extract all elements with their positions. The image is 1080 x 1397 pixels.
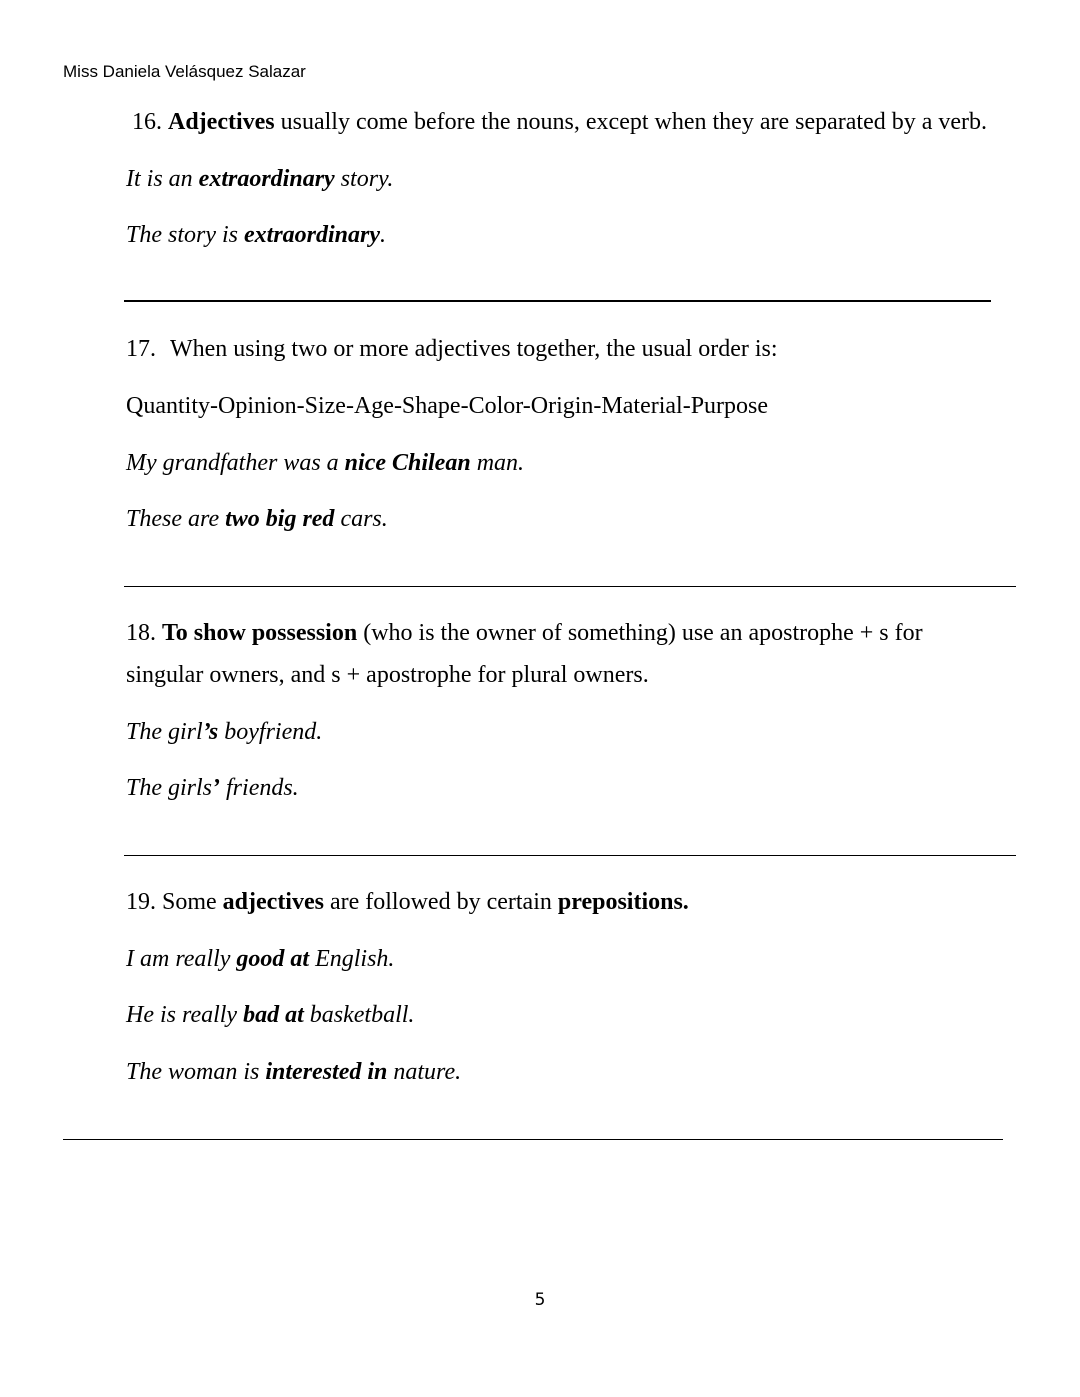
- divider: [124, 300, 991, 302]
- rule-18-number: 18.: [126, 620, 156, 646]
- rule-18-statement-line-2: singular owners, and s + apostrophe for plural owners.: [126, 662, 649, 688]
- rule-18-example-2: The girls’ friends.: [126, 775, 299, 801]
- rule-17-example-2: These are two big red cars.: [126, 506, 388, 532]
- document-header-author: Miss Daniela Velásquez Salazar: [63, 62, 306, 81]
- rule-19-example-2: He is really bad at basketball.: [126, 1002, 415, 1028]
- rule-19-example-1: I am really good at English.: [126, 946, 395, 972]
- rule-18-keyword: To show possession: [162, 620, 358, 646]
- rule-17-number: 17.: [126, 336, 156, 362]
- divider: [124, 586, 1016, 587]
- rule-19-statement: 19. Some adjectives are followed by certain prepositions.: [126, 889, 689, 915]
- rule-16-example-2: The story is extraordinary.: [126, 222, 387, 248]
- divider: [63, 1139, 1003, 1140]
- rule-17-adjective-order: Quantity-Opinion-Size-Age-Shape-Color-Origin-Material-Purpose: [126, 393, 769, 419]
- rule-17-example-1: My grandfather was a nice Chilean man.: [126, 450, 525, 476]
- rule-18-statement: 18. To show possession (who is the owner of something) use an apostrophe + s for: [126, 620, 923, 646]
- divider: [124, 855, 1016, 856]
- rule-19-number: 19.: [126, 889, 156, 915]
- rule-16-keyword: Adjectives: [168, 109, 275, 135]
- rule-19-example-3: The woman is interested in nature.: [126, 1059, 462, 1085]
- page-number: 5: [534, 1290, 546, 1310]
- rule-16-statement: 16. Adjectives usually come before the nouns, except when they are separated by a verb.: [132, 109, 988, 135]
- rule-17-statement: 17. When using two or more adjectives together, the usual order is:: [126, 336, 778, 362]
- rule-16-example-1: It is an extraordinary story.: [126, 166, 394, 192]
- rule-16-number: 16.: [132, 109, 162, 135]
- rule-18-example-1: The girl’s boyfriend.: [126, 719, 323, 745]
